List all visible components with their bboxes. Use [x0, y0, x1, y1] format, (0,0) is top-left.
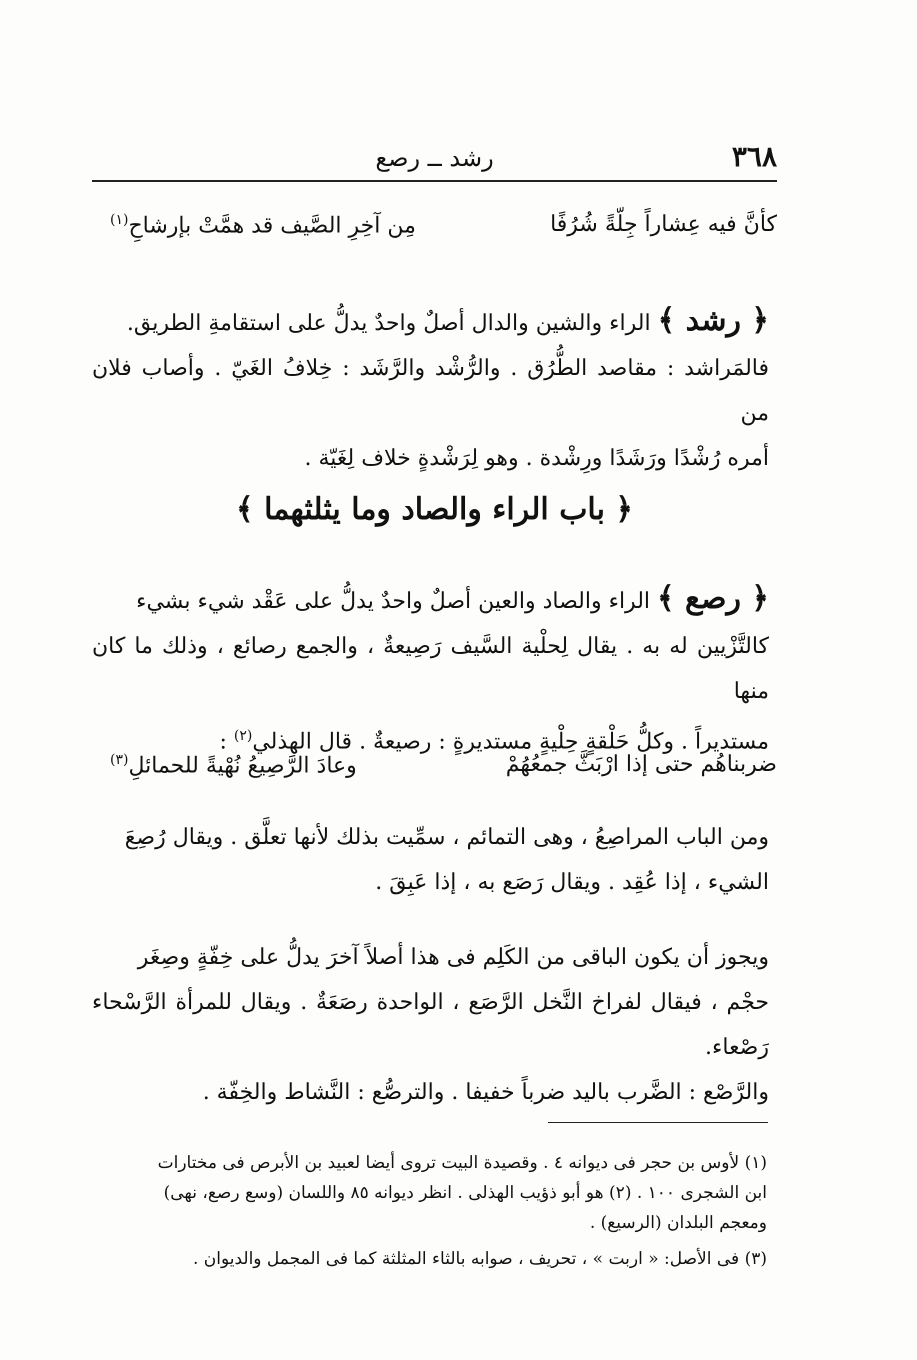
footnote-ref-3: (٣) [110, 752, 129, 768]
footnote-rule [548, 1122, 768, 1123]
paragraph-marasi-line-1: ومن الباب المراصِعُ ، وهى التمائم ، سمِّيت بذلك لأنها تعلَّق . ويقال رُصِعَ [124, 825, 769, 850]
header-rule [92, 180, 777, 182]
running-title: رشد ــ رصع [375, 144, 494, 172]
footnote-ref-2: (٢) [233, 728, 253, 744]
page-header [92, 140, 777, 180]
footnote-line-2: ابن الشجرى ١٠٠ . (٢) هو أبو ذؤيب الهذلى . انظر ديوانه ٨٥ واللسان (وسع رصع، نهى) [163, 1183, 767, 1203]
page-number: ٣٦٨ [731, 140, 777, 173]
paragraph-marasi [92, 815, 769, 905]
verse-two-first-hemistich: ضربناهُم حتى إذا ارْبَثَّ جمعُهُمْ [505, 752, 777, 777]
entry-rasa-line-3: مستديراً . وكلُّ حَلْقةٍ حِلْيةٍ مستديرةٍ : رصيعةٌ . قال الهذلي$^{(٢)}$ : [219, 728, 769, 755]
footnote-3: (٣) فى الأصل: « اربت » ، تحريف ، صوابه بالثاء المثلثة كما فى المجمل والديوان . [192, 1249, 767, 1269]
paragraph-khiffa-line-1: ويجوز أن يكون الباقى من الكَلِم فى هذا أصلاً آخرَ يدلُّ على خِفّةٍ وصِغَر [137, 945, 769, 970]
footnote-line-1: (١) لأوس بن حجر فى ديوانه ٤ . وقصيدة البيت تروى أيضا لعبيد بن الأبرص فى مختارات [157, 1153, 767, 1173]
entry-rasa [92, 576, 769, 764]
entry-rashad-line-2: فالمَراشد : مقاصد الطُّرُق . والرُّشْد والرَّشَد : خِلافُ الغَيّ . وأصاب فلان من [92, 356, 769, 426]
headword-rasa: ﴿ رصع ﴾ [657, 581, 769, 616]
verse-two [110, 752, 777, 778]
paragraph-khiffa [92, 935, 769, 1115]
verse-one [110, 212, 777, 238]
footnote-line-3: ومعجم البلدان (الرسيع) . [589, 1213, 767, 1233]
verse-one-second-hemistich: مِن آخِرِ الصَّيف قد همَّتْ بإرشاحِ$^{(١)}$ [110, 212, 416, 239]
section-title: ﴿ باب الراء والصاد وما يثلثهما ﴾ [236, 492, 633, 527]
entry-rashad [92, 298, 769, 481]
verse-two-second-hemistich: وعادَ الرَّصِيعُ نُهْيةً للحمائلِ$^{(٣)}$ [110, 752, 357, 779]
entry-rashad-line-3: أمره رُشْدًا ورَشَدًا ورِشْدة . وهو لِرَشْدةٍ خلاف لِغَيّة . [304, 446, 769, 471]
entry-rashad-line-1: ﴿ رشد ﴾ الراء والشين والدال أصلٌ واحدٌ يدلُّ على استقامةِ الطريق. [126, 303, 769, 338]
footnote-ref-1: (١) [110, 212, 129, 228]
paragraph-khiffa-line-3: والرَّصْع : الضَّرب باليد ضرباً خفيفا . والترصُّع : النَّشاط والخِفّة . [202, 1080, 769, 1105]
verse-one-first-hemistich: كأنَّ فيه عِشاراً جِلّةً شُرُفًا [550, 212, 777, 237]
entry-rasa-line-1: ﴿ رصع ﴾ الراء والصاد والعين أصلٌ واحدٌ يدلُّ على عَقْد شيء بشيء [136, 581, 769, 616]
entry-rasa-line-2: كالتَّزْيين له به . يقال لِحلْية السَّيف رَصِيعةٌ ، والجمع رصائع ، وذلك ما كان منها [92, 634, 769, 704]
paragraph-khiffa-line-2: حجْم ، فيقال لفراخ النَّخل الرَّصَع ، الواحدة رصَعَةٌ . ويقال للمرأة الرَّسْحاء رَصْعاء. [92, 990, 769, 1060]
footnotes [80, 1148, 767, 1274]
headword-rashad: ﴿ رشد ﴾ [657, 303, 769, 338]
paragraph-marasi-line-2: الشيء ، إذا عُقِد . ويقال رَصَع به ، إذا عَبِقَ . [375, 870, 769, 895]
